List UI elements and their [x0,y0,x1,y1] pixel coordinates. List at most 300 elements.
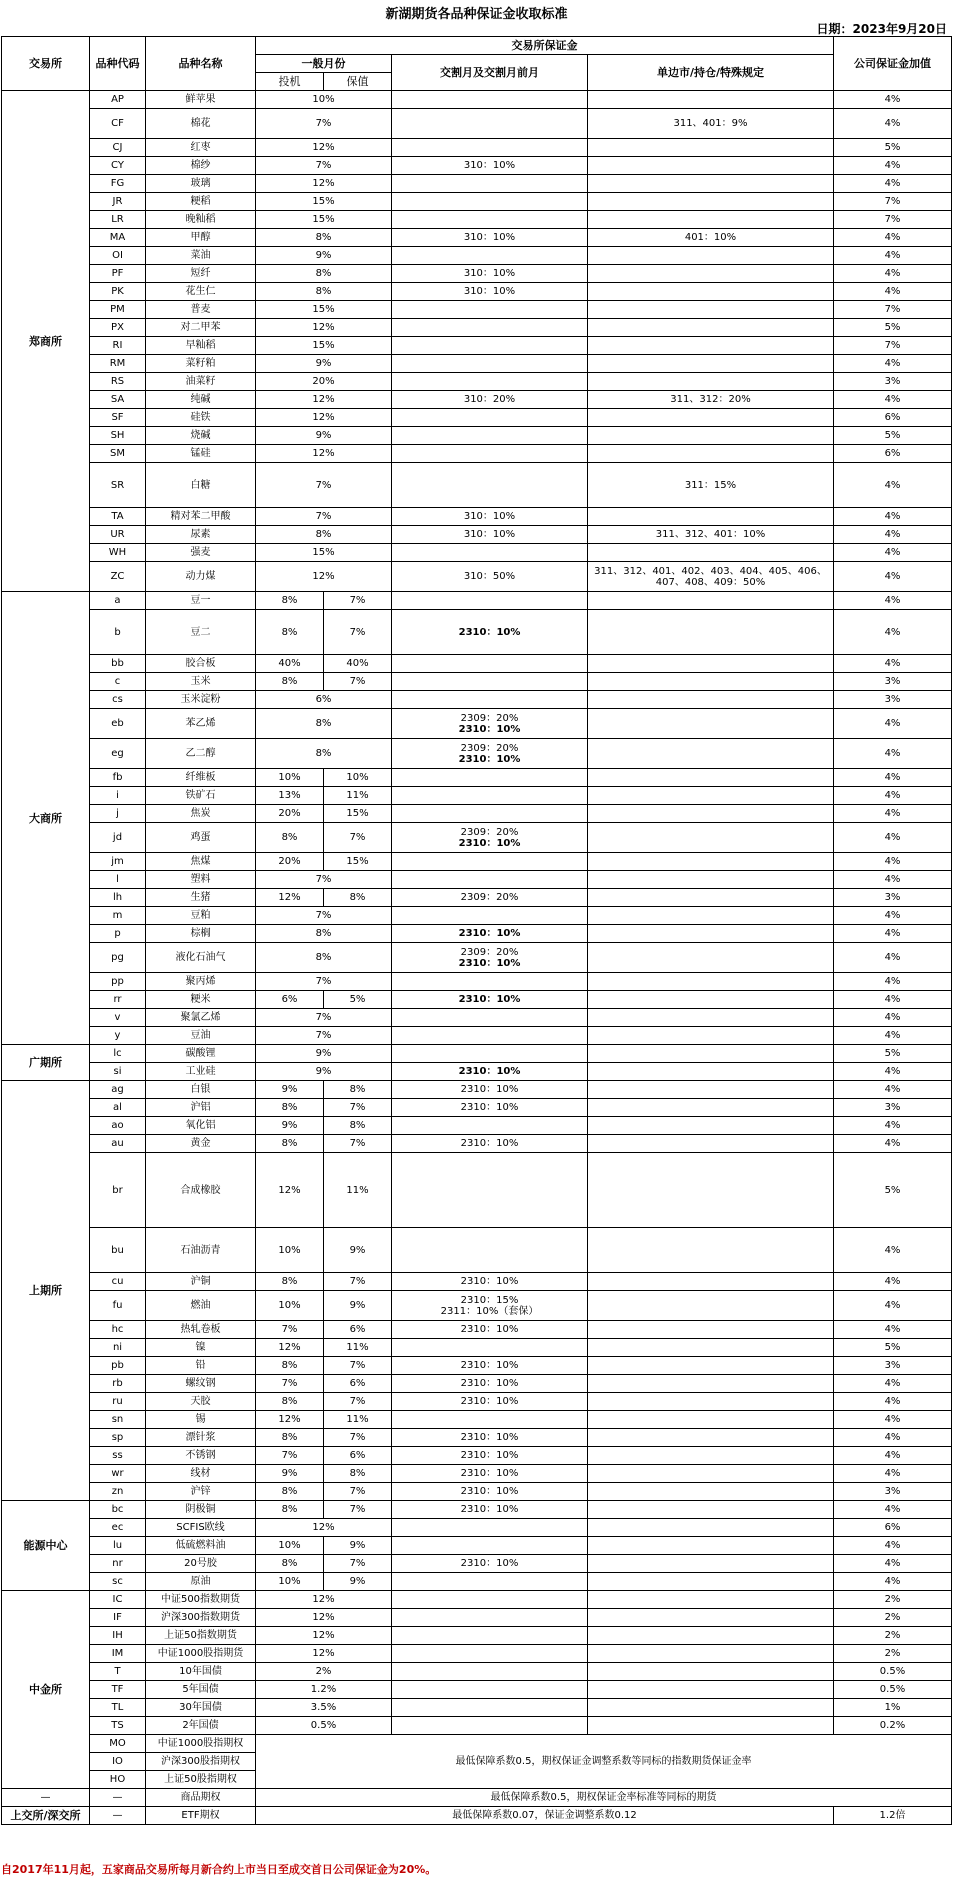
company-add: 4% [834,1573,952,1591]
delivery-margin [392,1027,588,1045]
general-margin: 12% [256,139,392,157]
delivery-margin [392,769,588,787]
hedge-margin: 11% [324,787,392,805]
special-margin [588,1291,834,1321]
delivery-margin: 2310：10% [392,991,588,1009]
table-row [2,319,952,337]
special-margin [588,1135,834,1153]
delivery-margin: 2310：10% [392,1429,588,1447]
product-name: 棉花 [146,109,256,139]
date-label: 日期：2023年9月20日 [816,22,947,36]
spec-margin: 8% [256,1501,324,1519]
spec-margin: 8% [256,1393,324,1411]
options-note: 最低保障系数0.07，保证金调整系数0.12 [256,1807,834,1825]
company-add: 4% [834,283,952,301]
table-row [2,526,952,544]
spec-margin: 10% [256,1291,324,1321]
delivery-margin [392,1681,588,1699]
company-add: 7% [834,211,952,229]
table-row [2,907,952,925]
general-margin: 8% [256,925,392,943]
exchange-name: 郑商所 [2,91,90,592]
product-name: 沪铜 [146,1273,256,1291]
table-row [2,709,952,739]
spec-margin: 12% [256,1153,324,1228]
special-margin [588,337,834,355]
general-margin: 12% [256,175,392,193]
spec-margin: 8% [256,1135,324,1153]
product-name: 30年国债 [146,1699,256,1717]
product-code: cu [90,1273,146,1291]
delivery-margin [392,1717,588,1735]
product-code: PM [90,301,146,319]
page-title: 新湖期货各品种保证金收取标准 [385,7,568,22]
product-name: 聚丙烯 [146,973,256,991]
table-row [2,544,952,562]
product-name: 上证50指数期货 [146,1627,256,1645]
special-margin [588,592,834,610]
spec-margin: 13% [256,787,324,805]
general-margin: 12% [256,409,392,427]
product-name: 漂针浆 [146,1429,256,1447]
table-row [2,925,952,943]
company-add: 3% [834,691,952,709]
table-row [2,1063,952,1081]
spec-margin: 20% [256,805,324,823]
exchange-name: 广期所 [2,1045,90,1081]
delivery-margin [392,319,588,337]
special-margin [588,673,834,691]
company-add: 4% [834,1228,952,1273]
product-code: c [90,673,146,691]
product-name: 鲜苹果 [146,91,256,109]
special-margin: 311、312：20% [588,391,834,409]
special-margin [588,1429,834,1447]
header-exchange-margin: 交易所保证金 [256,37,834,55]
delivery-margin [392,787,588,805]
table-row [2,1411,952,1429]
company-add: 4% [834,1465,952,1483]
table-body [2,91,952,1825]
product-name: SCFIS欧线 [146,1519,256,1537]
product-name: 生猪 [146,889,256,907]
product-code: p [90,925,146,943]
table-row [2,1099,952,1117]
company-add: 4% [834,157,952,175]
hedge-margin: 9% [324,1291,392,1321]
company-add: 2% [834,1591,952,1609]
hedge-margin: 11% [324,1339,392,1357]
delivery-margin: 2309：20% [392,889,588,907]
special-margin [588,769,834,787]
table-row [2,1465,952,1483]
exchange-name: 中金所 [2,1591,90,1789]
product-code: j [90,805,146,823]
general-margin: 12% [256,445,392,463]
delivery-margin [392,871,588,889]
table-row [2,1447,952,1465]
product-code: au [90,1135,146,1153]
delivery-margin [392,1591,588,1609]
special-margin [588,1681,834,1699]
product-code: pg [90,943,146,973]
table-row [2,1573,952,1591]
general-margin: 7% [256,109,392,139]
product-code: ec [90,1519,146,1537]
hedge-margin: 7% [324,1555,392,1573]
company-add: 4% [834,1429,952,1447]
product-name: 工业硅 [146,1063,256,1081]
company-add: 5% [834,427,952,445]
delivery-margin [392,109,588,139]
table-row [2,139,952,157]
company-add: 4% [834,508,952,526]
header-exchange: 交易所 [2,37,90,91]
company-add: 0.5% [834,1663,952,1681]
company-add: 3% [834,1099,952,1117]
general-margin: 7% [256,157,392,175]
hedge-margin: 7% [324,610,392,655]
hedge-margin: 7% [324,1099,392,1117]
spec-margin: 7% [256,1375,324,1393]
special-margin [588,823,834,853]
exchange-name: — [2,1789,90,1807]
delivery-margin [392,1291,588,1321]
special-margin [588,1339,834,1357]
delivery-margin [392,907,588,925]
company-add: 2% [834,1627,952,1645]
delivery-margin [392,823,588,853]
delivery-margin-line: 2310：10% [458,753,521,765]
product-code: TL [90,1699,146,1717]
company-add: 4% [834,739,952,769]
special-margin: 311、312、401、402、403、404、405、406、407、408、409：50% [588,562,834,592]
table-row [2,1555,952,1573]
delivery-margin: 310：10% [392,526,588,544]
delivery-margin [392,175,588,193]
general-margin: 15% [256,544,392,562]
special-margin [588,1228,834,1273]
hedge-margin: 7% [324,1429,392,1447]
delivery-margin [392,373,588,391]
special-margin [588,1045,834,1063]
table-row [2,355,952,373]
company-add: 4% [834,805,952,823]
general-margin: 12% [256,1609,392,1627]
product-code: m [90,907,146,925]
product-name: 对二甲苯 [146,319,256,337]
company-add: 4% [834,463,952,508]
delivery-margin: 2310：10% [392,1135,588,1153]
spec-margin: 9% [256,1081,324,1099]
product-code: lu [90,1537,146,1555]
delivery-margin [392,91,588,109]
general-margin: 12% [256,562,392,592]
spec-margin: 9% [256,1465,324,1483]
company-add: 4% [834,265,952,283]
product-code: sp [90,1429,146,1447]
product-name: 天胶 [146,1393,256,1411]
product-code: RS [90,373,146,391]
product-code: rb [90,1375,146,1393]
table-row [2,1483,952,1501]
hedge-margin: 15% [324,805,392,823]
delivery-margin [392,1663,588,1681]
general-margin: 8% [256,943,392,973]
product-code: si [90,1063,146,1081]
delivery-margin [392,853,588,871]
delivery-margin [392,1228,588,1273]
margin-table [1,36,952,1825]
delivery-margin: 2310：10% [392,1447,588,1465]
hedge-margin: 10% [324,769,392,787]
table-row [2,1153,952,1228]
general-margin: 15% [256,211,392,229]
hedge-margin: 8% [324,1081,392,1099]
table-row [2,1357,952,1375]
header-code: 品种代码 [90,37,146,91]
company-add: 6% [834,445,952,463]
general-margin: 20% [256,373,392,391]
hedge-margin: 15% [324,853,392,871]
company-add: 3% [834,673,952,691]
delivery-margin [392,1537,588,1555]
product-name: 沪深300股指期权 [146,1753,256,1771]
table-row [2,409,952,427]
spec-margin: 7% [256,1447,324,1465]
product-name: 粳稻 [146,193,256,211]
special-margin: 311：15% [588,463,834,508]
delivery-margin-line: 2310：10% [458,837,521,849]
company-add: 4% [834,655,952,673]
general-margin: 9% [256,1045,392,1063]
delivery-margin [392,1045,588,1063]
product-name: 红枣 [146,139,256,157]
delivery-margin: 2310：10% [392,1063,588,1081]
table-row [2,301,952,319]
company-add: 4% [834,1411,952,1429]
special-margin [588,175,834,193]
spec-margin: 8% [256,1429,324,1447]
special-margin [588,1447,834,1465]
table-row [2,1519,952,1537]
delivery-margin [392,1609,588,1627]
product-code: MO [90,1735,146,1753]
special-margin [588,709,834,739]
product-code: SM [90,445,146,463]
product-name: 低硫燃料油 [146,1537,256,1555]
product-code: br [90,1153,146,1228]
table-row [2,109,952,139]
delivery-margin-line: 2310：15% [460,1294,519,1306]
spec-margin: 10% [256,1537,324,1555]
company-add: 3% [834,1483,952,1501]
company-add: 4% [834,1117,952,1135]
delivery-margin [392,1153,588,1228]
product-code: pp [90,973,146,991]
hedge-margin: 9% [324,1537,392,1555]
product-code: T [90,1663,146,1681]
product-name: 豆油 [146,1027,256,1045]
delivery-margin: 310：10% [392,157,588,175]
delivery-margin [392,139,588,157]
company-add: 4% [834,610,952,655]
product-name: 2年国债 [146,1717,256,1735]
company-add: 7% [834,337,952,355]
hedge-margin: 6% [324,1447,392,1465]
table-row [2,337,952,355]
delivery-margin: 2310：10% [392,1483,588,1501]
general-margin: 9% [256,1063,392,1081]
table-row [2,823,952,853]
general-margin: 9% [256,427,392,445]
product-code: a [90,592,146,610]
product-name: 硅铁 [146,409,256,427]
table-row [2,853,952,871]
spec-margin: 40% [256,655,324,673]
special-margin [588,157,834,175]
table-row [2,1027,952,1045]
product-code: SA [90,391,146,409]
delivery-margin [392,1117,588,1135]
table-row [2,265,952,283]
delivery-margin: 2310：10% [392,1081,588,1099]
header-name: 品种名称 [146,37,256,91]
general-margin: 0.5% [256,1717,392,1735]
special-margin [588,739,834,769]
company-add: 5% [834,319,952,337]
delivery-margin [392,1009,588,1027]
general-margin: 6% [256,691,392,709]
table-row [2,1699,952,1717]
company-add: 4% [834,229,952,247]
table-row [2,592,952,610]
product-name: 纯碱 [146,391,256,409]
product-name: 白银 [146,1081,256,1099]
spec-margin: 8% [256,673,324,691]
product-name: 白糖 [146,463,256,508]
special-margin [588,373,834,391]
delivery-margin [392,355,588,373]
special-margin [588,265,834,283]
exchange-name: 大商所 [2,592,90,1045]
company-add: 1.2倍 [834,1807,952,1825]
product-name: 聚氯乙烯 [146,1009,256,1027]
product-code: l [90,871,146,889]
table-row [2,463,952,508]
product-name: 铁矿石 [146,787,256,805]
special-margin [588,1099,834,1117]
special-margin [588,139,834,157]
product-code: rr [90,991,146,1009]
table-row [2,175,952,193]
general-margin: 2% [256,1663,392,1681]
table-row [2,1135,952,1153]
special-margin [588,1009,834,1027]
product-code: IM [90,1645,146,1663]
table-row [2,91,952,109]
product-code: bu [90,1228,146,1273]
special-margin [588,508,834,526]
product-name: 沪深300指数期货 [146,1609,256,1627]
product-code: TF [90,1681,146,1699]
delivery-margin: 2310：10% [392,1099,588,1117]
table-row [2,1273,952,1291]
product-name: 塑料 [146,871,256,889]
general-margin: 3.5% [256,1699,392,1717]
product-code: SF [90,409,146,427]
table-row [2,889,952,907]
delivery-margin [392,805,588,823]
table-row [2,157,952,175]
table-row [2,283,952,301]
special-margin [588,1465,834,1483]
product-code: ni [90,1339,146,1357]
delivery-margin [392,1645,588,1663]
product-name: 花生仁 [146,283,256,301]
product-name: 短纤 [146,265,256,283]
product-code: ss [90,1447,146,1465]
company-add: 4% [834,1009,952,1027]
spec-margin: 12% [256,889,324,907]
special-margin [588,1645,834,1663]
product-code: FG [90,175,146,193]
delivery-margin [392,655,588,673]
table-row [2,1663,952,1681]
product-code: CF [90,109,146,139]
general-margin: 8% [256,283,392,301]
special-margin: 311、312、401：10% [588,526,834,544]
delivery-margin-line: 2310：10% [458,957,521,969]
table-row [2,1081,952,1099]
delivery-margin: 2310：10% [392,1465,588,1483]
product-name: 菜籽粕 [146,355,256,373]
product-name: 黄金 [146,1135,256,1153]
delivery-margin [392,463,588,508]
product-name: 锡 [146,1411,256,1429]
delivery-margin: 2310：10% [392,1393,588,1411]
hedge-margin: 8% [324,1465,392,1483]
general-margin: 7% [256,1027,392,1045]
product-code: ZC [90,562,146,592]
table-row [2,787,952,805]
table-row [2,1681,952,1699]
hedge-margin: 40% [324,655,392,673]
table-row [2,508,952,526]
general-margin: 8% [256,265,392,283]
product-name: 焦煤 [146,853,256,871]
special-margin [588,1393,834,1411]
general-margin: 15% [256,337,392,355]
product-code: TS [90,1717,146,1735]
company-add: 4% [834,823,952,853]
delivery-margin: 310：10% [392,229,588,247]
options-note: 最低保障系数0.5，期权保证金调整系数等同标的指数期货保证金率 [256,1735,952,1789]
general-margin: 8% [256,739,392,769]
header-general-month: 一般月份 [256,55,392,73]
special-margin: 401：10% [588,229,834,247]
product-code: jm [90,853,146,871]
table-row [2,739,952,769]
product-name: 锰硅 [146,445,256,463]
special-margin [588,991,834,1009]
general-margin: 8% [256,709,392,739]
delivery-margin [392,592,588,610]
company-add: 5% [834,139,952,157]
product-name: 粳米 [146,991,256,1009]
special-margin [588,544,834,562]
product-name: ETF期权 [146,1807,256,1825]
